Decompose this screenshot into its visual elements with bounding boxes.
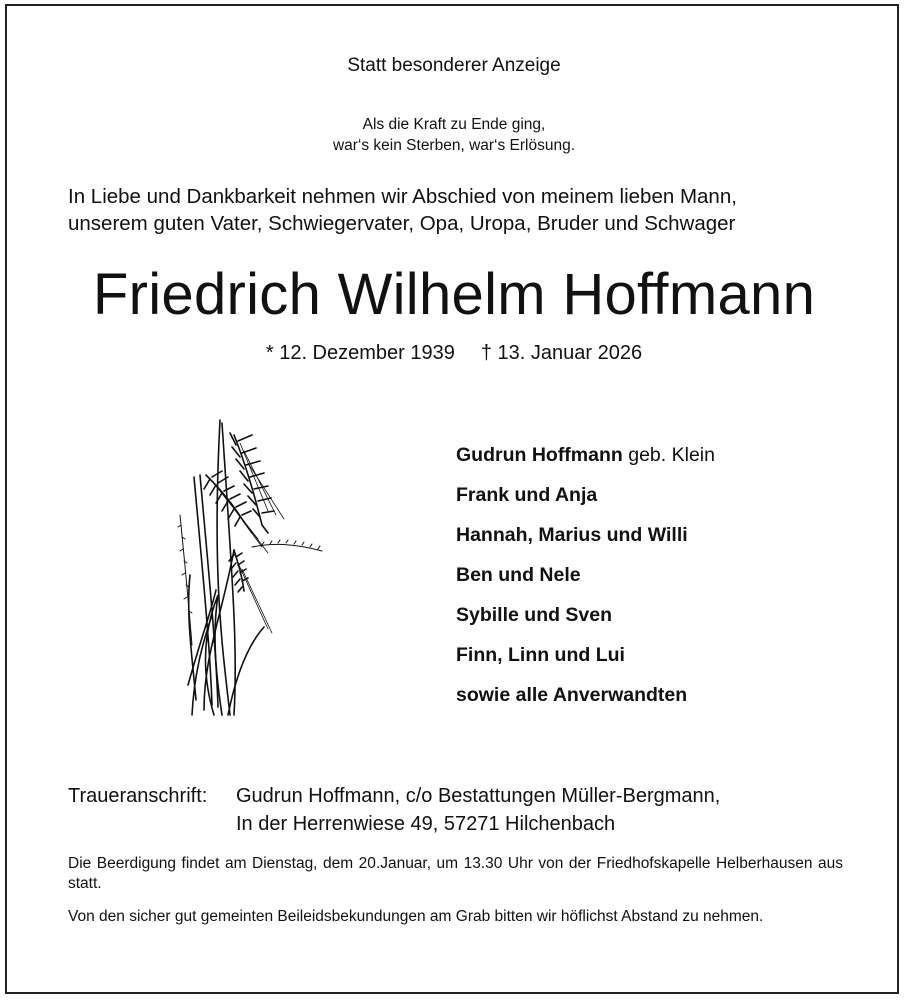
address-line: In der Herrenwiese 49, 57271 Hilchenbach: [236, 813, 616, 835]
address-line: Gudrun Hoffmann, c/o Bestattungen Müller-Bergmann,: [236, 785, 721, 807]
intro-line: In Liebe und Dankbarkeit nehmen wir Abschied von meinem lieben Mann,: [68, 185, 737, 208]
address-label: Traueranschrift:: [68, 785, 208, 807]
death-date: † 13. Januar 2026: [480, 342, 643, 364]
deceased-name: Friedrich Wilhelm Hoffmann: [92, 262, 816, 327]
wheat-ears-icon: [172, 415, 328, 720]
mourner-name: Frank und Anja: [456, 484, 598, 506]
mourner-row: [456, 561, 715, 601]
mourner-row: [456, 481, 715, 521]
mourner-note: geb. Klein: [622, 444, 715, 466]
intro-line: unserem guten Vater, Schwiegervater, Opa, Uropa, Bruder und Schwager: [68, 212, 736, 235]
mourner-name: Ben und Nele: [456, 564, 581, 586]
mourner-row: [456, 441, 715, 481]
mourner-row: [456, 521, 715, 561]
mourner-name: Hannah, Marius und Willi: [456, 524, 688, 546]
mourner-name: Sybille und Sven: [456, 604, 613, 626]
header-text: Statt besonderer Anzeige: [347, 55, 561, 76]
mourner-name: Gudrun Hoffmann: [456, 444, 623, 466]
birth-date: * 12. Dezember 1939: [265, 342, 455, 364]
mourner-name: sowie alle Anverwandten: [456, 684, 688, 706]
mourner-row: [456, 641, 715, 681]
mourner-name: Finn, Linn und Lui: [456, 644, 625, 666]
motto-line: Als die Kraft zu Ende ging,: [362, 116, 546, 133]
motto: [0, 114, 908, 156]
mourner-row: [456, 601, 715, 641]
motto-line: war‘s kein Sterben, war‘s Erlösung.: [332, 137, 576, 154]
mourning-address: [68, 782, 720, 838]
mourners-list: [456, 441, 715, 721]
mourner-row: [456, 681, 715, 721]
condolence-notice: Von den sicher gut gemeinten Beileidsbekundungen am Grab bitten wir höflichst Abstand zu nehmen.: [68, 908, 764, 925]
intro-text: [68, 183, 888, 237]
funeral-notice: Die Beerdigung findet am Dienstag, dem 20.Januar, um 13.30 Uhr von der Friedhofskapelle Helberhausen aus statt.: [68, 855, 843, 892]
life-dates: [0, 342, 908, 365]
